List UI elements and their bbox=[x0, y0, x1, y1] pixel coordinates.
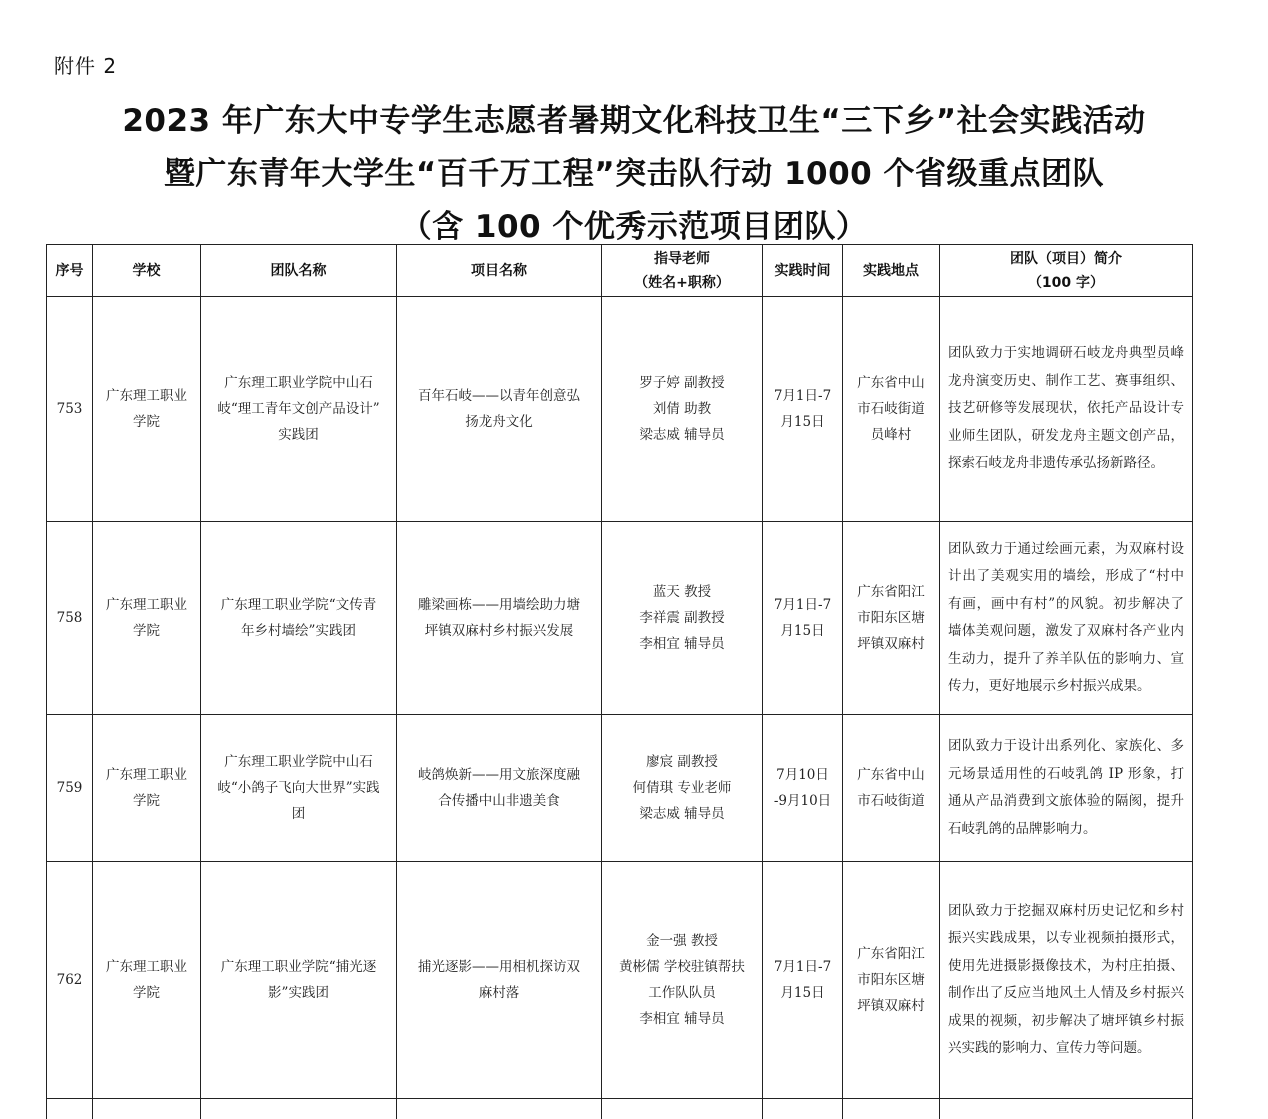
cell-project-name bbox=[397, 715, 602, 862]
cell-line: 李祥震 副教授 bbox=[608, 605, 756, 631]
cell-line: 市石岐街道 bbox=[849, 396, 933, 422]
cell-line: 月15日 bbox=[769, 409, 836, 435]
cell-line: 广东理工职业学院“文传青 bbox=[207, 592, 390, 618]
cell-line: 实践团 bbox=[207, 422, 390, 448]
cell-line: 广东省中山 bbox=[849, 370, 933, 396]
cell-intro: 团队致力于实地调研石岐龙舟典型员峰龙舟演变历史、制作工艺、赛事组织、技艺研修等发展现状，依托产品设计专业师生团队，研发龙舟主题文创产品，探索石岐龙舟非遗传承弘扬新路径。 bbox=[940, 297, 1193, 522]
cell-intro: 团队致力于设计出系列化、家族化、多元场景适用性的石岐乳鸽 IP 形象，打通从产品消费到文旅体验的隔阂，提升石岐乳鸽的品牌影响力。 bbox=[940, 715, 1193, 862]
cell-line: 百年石岐——以青年创意弘 bbox=[403, 383, 595, 409]
cell-line: 广东省阳江 bbox=[849, 941, 933, 967]
table-header-row bbox=[47, 245, 1193, 297]
cell-team-name bbox=[201, 522, 397, 715]
cell-line: 金一强 教授 bbox=[608, 928, 756, 954]
cell-team-name bbox=[201, 297, 397, 522]
cell-time bbox=[763, 715, 843, 862]
cell-time bbox=[763, 862, 843, 1099]
cell-line: 黄彬儒 学校驻镇帮扶 bbox=[608, 954, 756, 980]
cell-line: 市石岐街道 bbox=[849, 788, 933, 814]
cell-empty bbox=[843, 1099, 940, 1119]
cell-line: 岐鸽焕新——用文旅深度融 bbox=[403, 762, 595, 788]
cell-line: 广东理工职业 bbox=[99, 592, 194, 618]
cell-line: 7月1日-7 bbox=[769, 383, 836, 409]
cell-empty bbox=[201, 1099, 397, 1119]
header-intro bbox=[940, 245, 1193, 297]
cell-seq: 758 bbox=[47, 522, 93, 715]
cell-place bbox=[843, 862, 940, 1099]
cell-school bbox=[93, 715, 201, 862]
teams-table bbox=[46, 244, 1193, 1119]
cell-place bbox=[843, 522, 940, 715]
attachment-label: 附件 2 bbox=[54, 50, 117, 79]
cell-place bbox=[843, 715, 940, 862]
cell-line: 学院 bbox=[99, 788, 194, 814]
cell-line: 梁志威 辅导员 bbox=[608, 422, 756, 448]
cell-line: 月15日 bbox=[769, 980, 836, 1006]
table-row-partial bbox=[47, 1099, 1193, 1119]
cell-line: 扬龙舟文化 bbox=[403, 409, 595, 435]
cell-line: 影”实践团 bbox=[207, 980, 390, 1006]
cell-line: 廖宸 副教授 bbox=[608, 749, 756, 775]
cell-empty bbox=[940, 1099, 1193, 1119]
cell-line: 市阳东区塘 bbox=[849, 605, 933, 631]
cell-line: 广东省中山 bbox=[849, 762, 933, 788]
cell-empty bbox=[47, 1099, 93, 1119]
cell-line: 雕梁画栋——用墙绘助力塘 bbox=[403, 592, 595, 618]
cell-time bbox=[763, 297, 843, 522]
table-row bbox=[47, 297, 1193, 522]
cell-project-name bbox=[397, 297, 602, 522]
cell-line: 坪镇双麻村 bbox=[849, 993, 933, 1019]
cell-line: 岐“小鸽子飞向大世界”实践 bbox=[207, 775, 390, 801]
cell-line: 广东理工职业学院中山石 bbox=[207, 749, 390, 775]
cell-line: 团 bbox=[207, 801, 390, 827]
cell-line: 合传播中山非遗美食 bbox=[403, 788, 595, 814]
cell-empty bbox=[602, 1099, 763, 1119]
cell-project-name bbox=[397, 862, 602, 1099]
cell-empty bbox=[397, 1099, 602, 1119]
cell-seq: 762 bbox=[47, 862, 93, 1099]
header-advisor-line-1: 指导老师 bbox=[608, 247, 756, 271]
cell-line: 李相宜 辅导员 bbox=[608, 1006, 756, 1032]
cell-line: 广东理工职业 bbox=[99, 762, 194, 788]
cell-line: 麻村落 bbox=[403, 980, 595, 1006]
cell-time bbox=[763, 522, 843, 715]
cell-empty bbox=[763, 1099, 843, 1119]
header-advisor bbox=[602, 245, 763, 297]
cell-line: 学院 bbox=[99, 409, 194, 435]
cell-line: 刘倩 助教 bbox=[608, 396, 756, 422]
cell-place bbox=[843, 297, 940, 522]
cell-seq: 759 bbox=[47, 715, 93, 862]
header-intro-line-1: 团队（项目）简介 bbox=[946, 247, 1186, 271]
header-intro-line-2: （100 字） bbox=[946, 271, 1186, 295]
cell-line: 蓝天 教授 bbox=[608, 579, 756, 605]
table-row bbox=[47, 522, 1193, 715]
cell-line: 广东理工职业 bbox=[99, 954, 194, 980]
cell-school bbox=[93, 862, 201, 1099]
cell-line: 学院 bbox=[99, 618, 194, 644]
cell-line: 7月1日-7 bbox=[769, 954, 836, 980]
cell-team-name bbox=[201, 862, 397, 1099]
cell-advisors bbox=[602, 522, 763, 715]
table-row bbox=[47, 862, 1193, 1099]
cell-line: 员峰村 bbox=[849, 422, 933, 448]
header-school: 学校 bbox=[93, 245, 201, 297]
cell-team-name bbox=[201, 715, 397, 862]
cell-line: -9月10日 bbox=[769, 788, 836, 814]
header-place: 实践地点 bbox=[843, 245, 940, 297]
document-title-line-3: （含 100 个优秀示范项目团队） bbox=[0, 201, 1268, 246]
table-row bbox=[47, 715, 1193, 862]
cell-line: 李相宜 辅导员 bbox=[608, 631, 756, 657]
cell-line: 罗子婷 副教授 bbox=[608, 370, 756, 396]
cell-line: 广东理工职业学院中山石 bbox=[207, 370, 390, 396]
header-time: 实践时间 bbox=[763, 245, 843, 297]
header-seq: 序号 bbox=[47, 245, 93, 297]
document-title-line-1: 2023 年广东大中专学生志愿者暑期文化科技卫生“三下乡”社会实践活动 bbox=[0, 95, 1268, 140]
header-advisor-line-2: （姓名+职称） bbox=[608, 271, 756, 295]
cell-line: 梁志威 辅导员 bbox=[608, 801, 756, 827]
cell-line: 月15日 bbox=[769, 618, 836, 644]
cell-line: 岐“理工青年文创产品设计” bbox=[207, 396, 390, 422]
cell-advisors bbox=[602, 715, 763, 862]
cell-line: 广东理工职业 bbox=[99, 383, 194, 409]
cell-line: 7月1日-7 bbox=[769, 592, 836, 618]
cell-line: 年乡村墙绘”实践团 bbox=[207, 618, 390, 644]
cell-line: 7月10日 bbox=[769, 762, 836, 788]
header-team-name: 团队名称 bbox=[201, 245, 397, 297]
cell-advisors bbox=[602, 297, 763, 522]
cell-line: 捕光逐影——用相机探访双 bbox=[403, 954, 595, 980]
cell-line: 工作队队员 bbox=[608, 980, 756, 1006]
cell-school bbox=[93, 522, 201, 715]
cell-project-name bbox=[397, 522, 602, 715]
cell-line: 市阳东区塘 bbox=[849, 967, 933, 993]
cell-line: 广东省阳江 bbox=[849, 579, 933, 605]
cell-intro: 团队致力于挖掘双麻村历史记忆和乡村振兴实践成果，以专业视频拍摄形式，使用先进摄影摄像技术，为村庄拍摄、制作出了反应当地风土人情及乡村振兴成果的视频，初步解决了塘坪镇乡村振兴实践的影响力、宣传力等问题。 bbox=[940, 862, 1193, 1099]
document-title-line-2: 暨广东青年大学生“百千万工程”突击队行动 1000 个省级重点团队 bbox=[0, 148, 1268, 193]
header-project-name: 项目名称 bbox=[397, 245, 602, 297]
cell-line: 广东理工职业学院“捕光逐 bbox=[207, 954, 390, 980]
cell-intro: 团队致力于通过绘画元素，为双麻村设计出了美观实用的墙绘，形成了“村中有画，画中有村”的风貌。初步解决了墙体美观问题，激发了双麻村各产业内生动力，提升了养羊队伍的影响力、宣传力，更好地展示乡村振兴成果。 bbox=[940, 522, 1193, 715]
cell-seq: 753 bbox=[47, 297, 93, 522]
cell-line: 何倩琪 专业老师 bbox=[608, 775, 756, 801]
cell-line: 学院 bbox=[99, 980, 194, 1006]
cell-line: 坪镇双麻村 bbox=[849, 631, 933, 657]
cell-empty bbox=[93, 1099, 201, 1119]
cell-advisors bbox=[602, 862, 763, 1099]
cell-school bbox=[93, 297, 201, 522]
cell-line: 坪镇双麻村乡村振兴发展 bbox=[403, 618, 595, 644]
